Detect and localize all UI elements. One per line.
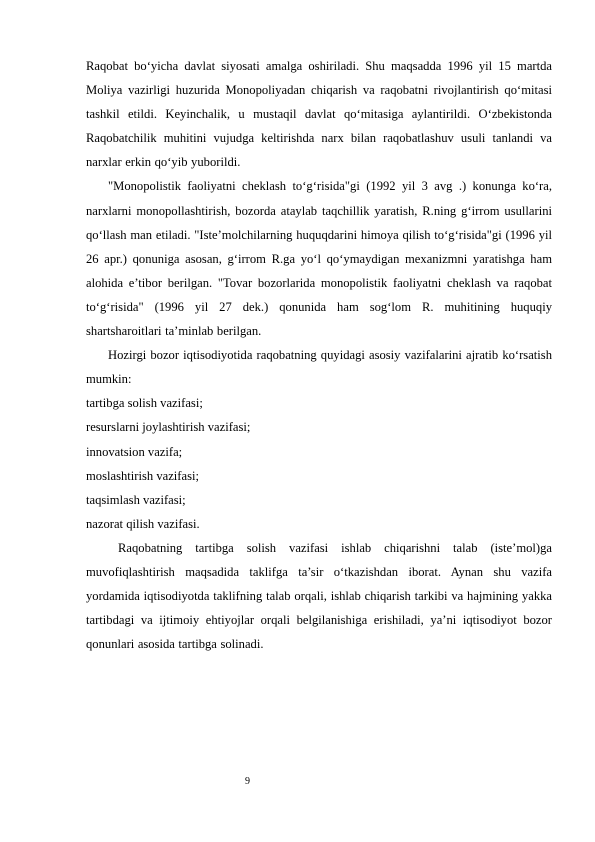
- list-item: taqsimlash vazifasi;: [86, 492, 186, 507]
- paragraph-regulation-function: Raqobatning tartibga solish vazifasi ishlab chiqarishni talab (iste’mol)ga muvofiqlashtirish maqsadida taklifga ta’sir o‘tkazishdan iborat. Aynan shu vazifa yordamida iqtisodiyotda taklifning talab orqali, ishlab chiqarish tarkibi va hajmining yakka tartibdagi va ijtimoiy ehtiyojlar orqali belgilanishiga erishiladi, ya’ni iqtisodiyot bozor qonunlari asosida tartibga solinadi.: [86, 540, 552, 652]
- list-item: nazorat qilish vazifasi.: [86, 516, 200, 531]
- list-item: tartibga solish vazifasi;: [86, 396, 203, 411]
- document-body: [86, 54, 552, 656]
- paragraph-functions-intro: Hozirgi bozor iqtisodiyotida raqobatning quyidagi asosiy vazifalarini ajratib ko‘rsatish mumkin:: [86, 348, 552, 387]
- list-item: moslashtirish vazifasi;: [86, 468, 199, 483]
- paragraph-legal-framework: "Monopolistik faoliyatni cheklash to‘g‘risida"gi (1992 yil 3 avg .) konunga ko‘ra, narxlarni monopollashtirish, bozorda ataylab taqchillik yaratish, R.ning g‘irrom usullarini qo‘llash man etiladi. "Iste’molchilarning huquqdarini himoya qilish to‘g‘risida"gi (1996 yil 26 apr.) qonuniga asosan, g‘irrom R.ga yo‘l qo‘ymaydigan mexanizmni yaratishga ham alohida e’tibor berilgan. "Tovar bozorlarida monopolistik faoliyatni cheklash va raqobat to‘g‘risida" (1996 yil 27 dek.) qonunida ham sog‘lom R. muhitining huquqiy shartsharoitlari ta’minlab berilgan.: [86, 179, 552, 339]
- list-item: innovatsion vazifa;: [86, 444, 183, 459]
- list-item: resurslarni joylashtirish vazifasi;: [86, 420, 251, 435]
- page-number: 9: [245, 776, 250, 787]
- functions-list: [86, 391, 552, 536]
- paragraph-competition-policy: Raqobat bo‘yicha davlat siyosati amalga oshiriladi. Shu maqsadda 1996 yil 15 martda Moliya vazirligi huzurida Monopoliyadan chiqarish va raqobatni rivojlantirish qo‘mitasi tashkil etildi. Keyinchalik, u mustaqil davlat qo‘mitasiga aylantirildi. O‘zbekistonda Raqobatchilik muhitini vujudga keltirishda narx bilan raqobatlashuv usuli tanlandi va narxlar erkin qo‘yib yuborildi.: [86, 59, 552, 170]
